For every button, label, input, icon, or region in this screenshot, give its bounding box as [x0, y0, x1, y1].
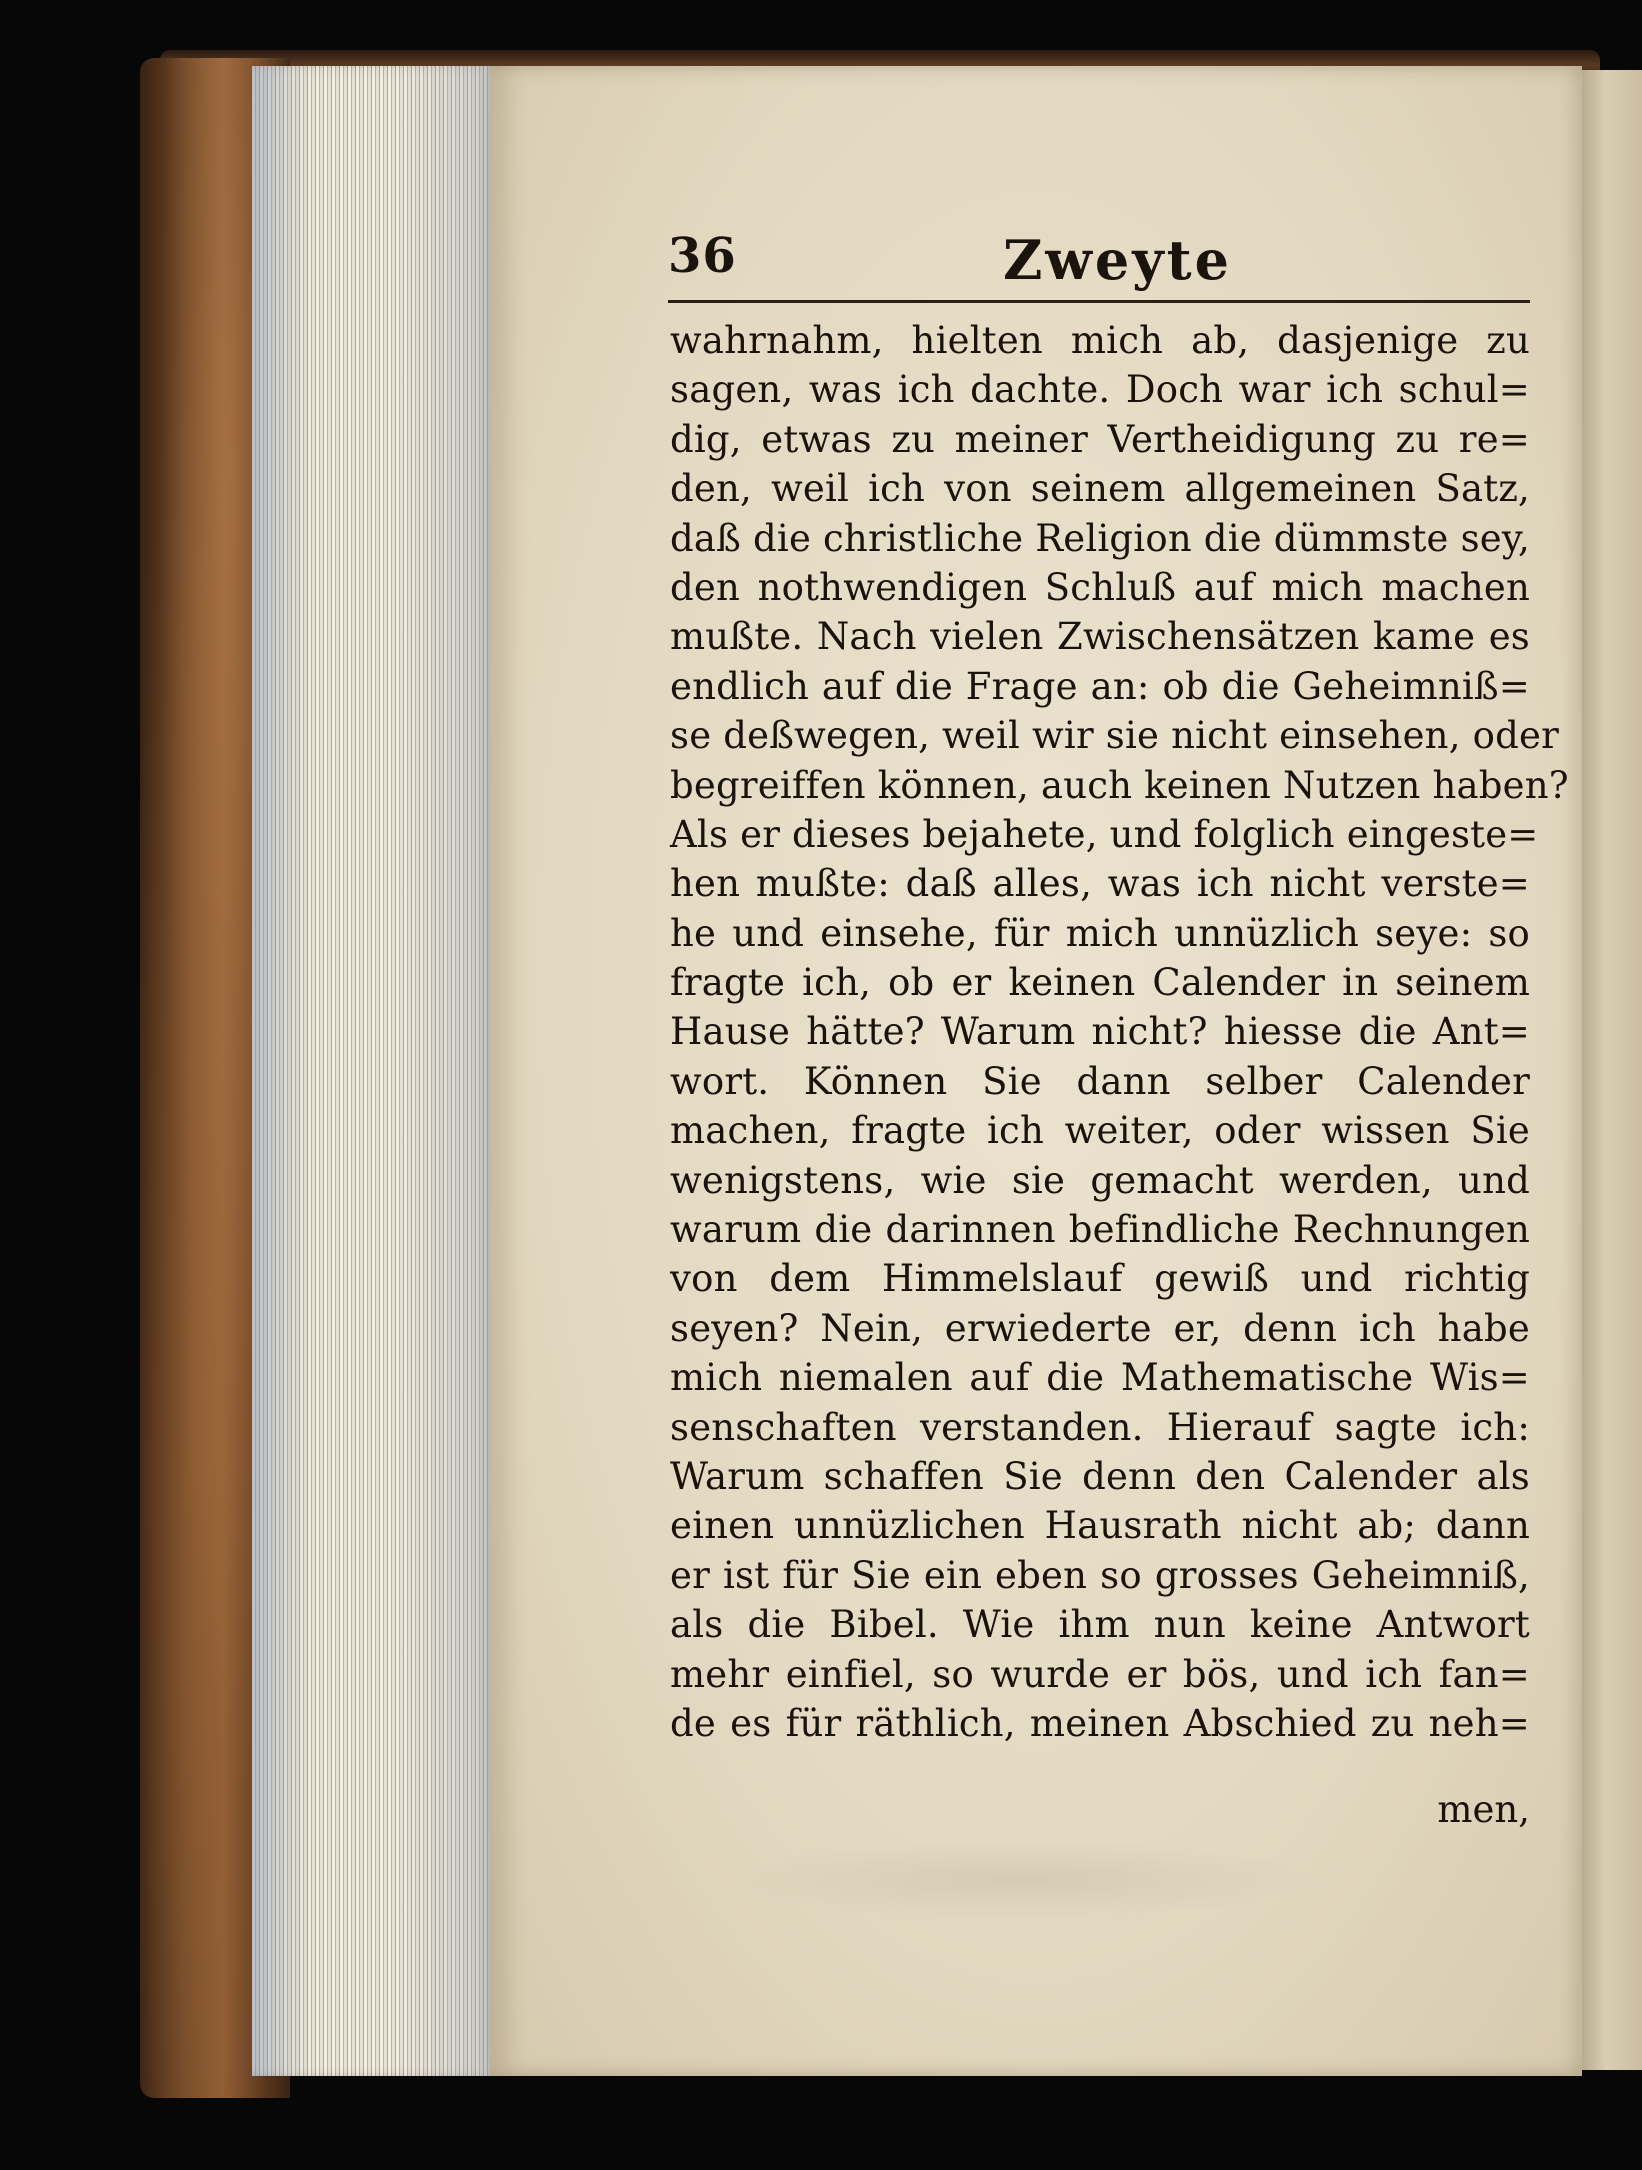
text-line: se deßwegen, weil wir sie nicht einsehen, oder: [670, 714, 1559, 758]
text-line: Hause hätte? Warum nicht? hiesse die Ant=: [670, 1010, 1530, 1054]
text-line: fragte ich, ob er keinen Calender in seinem: [670, 961, 1530, 1005]
show-through-text: [720, 1840, 1320, 1920]
page-body-text: [670, 316, 1569, 1748]
text-line: hen mußte: daß alles, was ich nicht verste=: [670, 862, 1530, 906]
text-line: mich niemalen auf die Mathematische Wis=: [670, 1356, 1530, 1400]
page-number: 36: [668, 228, 737, 284]
text-line: he und einsehe, für mich unnüzlich seye: so: [670, 911, 1530, 955]
text-line: seyen? Nein, erwiederte er, denn ich habe: [670, 1306, 1530, 1350]
text-line: Als er dieses bejahete, und folglich eingeste=: [670, 812, 1539, 856]
running-head: Zweyte: [1003, 228, 1232, 292]
text-line: endlich auf die Frage an: ob die Geheimniß=: [670, 664, 1530, 708]
text-line: sagen, was ich dachte. Doch war ich schul=: [670, 368, 1530, 412]
text-line: warum die darinnen befindliche Rechnungen: [670, 1208, 1530, 1252]
catchword: men,: [1437, 1788, 1530, 1831]
text-line: dig, etwas zu meiner Vertheidigung zu re=: [670, 417, 1530, 461]
text-line: wahrnahm, hielten mich ab, dasjenige zu: [670, 319, 1530, 362]
text-line: den nothwendigen Schluß auf mich machen: [670, 565, 1530, 609]
text-line: daß die christliche Religion die dümmste sey,: [670, 516, 1531, 560]
text-line: wenigstens, wie sie gemacht werden, und: [670, 1158, 1530, 1202]
text-line: einen unnüzlichen Hausrath nicht ab; dann: [670, 1504, 1530, 1548]
text-line: de es für räthlich, meinen Abschied zu neh=: [670, 1701, 1530, 1745]
header-rule: [668, 300, 1530, 303]
text-line: er ist für Sie ein eben so grosses Geheimniß,: [670, 1553, 1530, 1597]
text-line: von dem Himmelslauf gewiß und richtig: [670, 1257, 1530, 1301]
text-line: den, weil ich von seinem allgemeinen Satz,: [670, 467, 1530, 511]
next-page-edge: [1582, 70, 1642, 2070]
text-line: mehr einfiel, so wurde er bös, und ich fan=: [670, 1652, 1530, 1696]
text-line: begreiffen können, auch keinen Nutzen haben?: [670, 763, 1569, 807]
page-header: [668, 228, 1528, 298]
text-line: als die Bibel. Wie ihm nun keine Antwort: [670, 1603, 1530, 1647]
text-line: machen, fragte ich weiter, oder wissen Sie: [670, 1109, 1530, 1153]
text-line: Warum schaffen Sie denn den Calender als: [670, 1454, 1530, 1498]
text-line: wort. Können Sie dann selber Calender: [670, 1059, 1530, 1103]
text-line: senschaften verstanden. Hierauf sagte ich:: [670, 1405, 1530, 1449]
text-line: mußte. Nach vielen Zwischensätzen kame es: [670, 615, 1530, 659]
